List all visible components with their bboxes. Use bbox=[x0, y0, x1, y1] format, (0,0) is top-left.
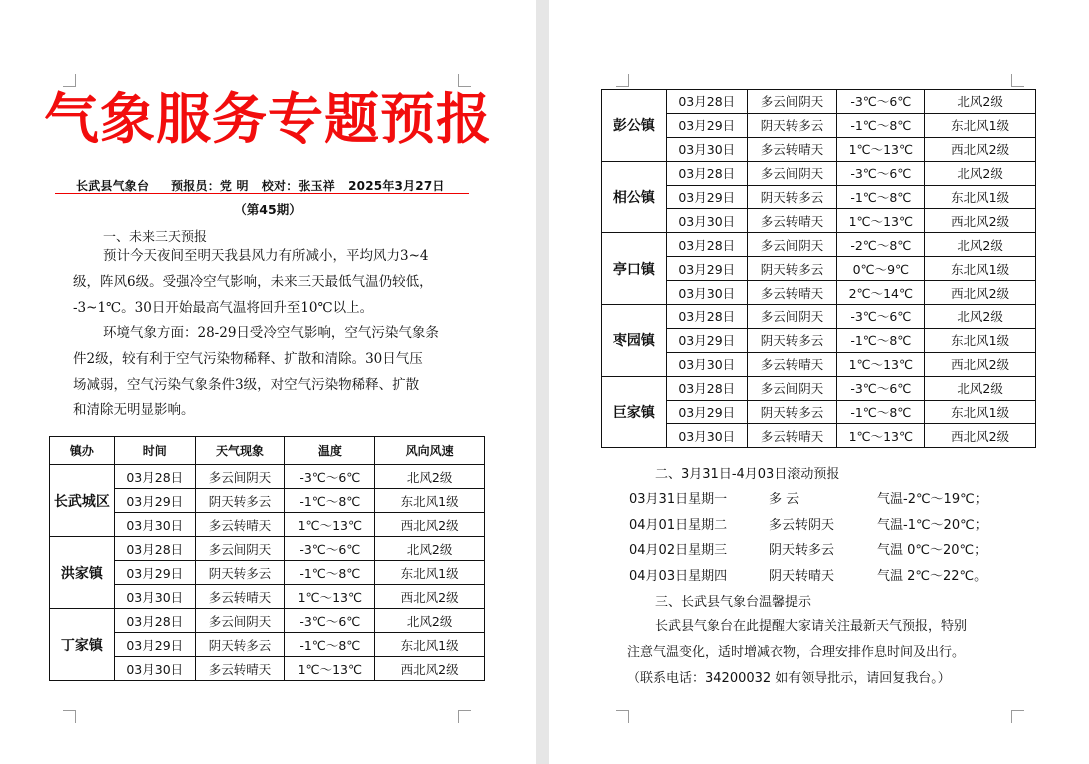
date-cell: 03月29日 bbox=[114, 489, 195, 513]
wind-cell: 北风2级 bbox=[925, 305, 1036, 329]
para1-line3: -3~1℃。30日开始最高气温将回升至10℃以上。 bbox=[73, 300, 374, 316]
table-row bbox=[50, 609, 485, 633]
wind-cell: 北风2级 bbox=[375, 609, 485, 633]
table-row bbox=[50, 513, 485, 537]
table-row bbox=[602, 209, 1036, 233]
temp-cell: -3℃～6℃ bbox=[837, 90, 925, 114]
tip-contact-line: （联系电话：34200032 如有领导批示，请回复我台。） bbox=[627, 671, 951, 686]
weather-cell: 多云转晴天 bbox=[747, 209, 837, 233]
town-name: 相公镇 bbox=[602, 161, 667, 233]
temp-cell: -3℃～6℃ bbox=[837, 305, 925, 329]
wind-cell: 东北风1级 bbox=[375, 489, 485, 513]
forecast-table-part2 bbox=[601, 89, 1036, 448]
forecast-temp: 气温 0℃～20℃； bbox=[877, 543, 988, 558]
weather-cell: 阴天转多云 bbox=[747, 185, 837, 209]
date-cell: 03月29日 bbox=[114, 561, 195, 585]
table-row bbox=[50, 585, 485, 609]
temp-cell: 1℃～13℃ bbox=[285, 585, 375, 609]
table-row bbox=[50, 537, 485, 561]
weather-cell: 多云转晴天 bbox=[747, 352, 837, 376]
temp-cell: -1℃～8℃ bbox=[837, 113, 925, 137]
date-cell: 03月28日 bbox=[114, 465, 195, 489]
weather-cell: 多云间阴天 bbox=[747, 376, 837, 400]
para2-line4: 和清除无明显影响。 bbox=[73, 402, 195, 418]
table-row bbox=[602, 281, 1036, 305]
wind-cell: 东北风1级 bbox=[375, 561, 485, 585]
date-cell: 03月30日 bbox=[666, 424, 747, 448]
town-name: 枣园镇 bbox=[602, 305, 667, 377]
wind-cell: 西北风2级 bbox=[375, 657, 485, 681]
temp-cell: -1℃～8℃ bbox=[285, 633, 375, 657]
temp-cell: -1℃～8℃ bbox=[837, 400, 925, 424]
weather-cell: 阴天转多云 bbox=[747, 257, 837, 281]
table-row bbox=[602, 161, 1036, 185]
para2-line1: 环境气象方面：28-29日受冷空气影响，空气污染气象条 bbox=[103, 325, 439, 341]
weather-cell: 多云间阴天 bbox=[195, 609, 285, 633]
wind-cell: 东北风1级 bbox=[925, 257, 1036, 281]
header-wind: 风向风速 bbox=[375, 437, 485, 465]
wind-cell: 西北风2级 bbox=[925, 281, 1036, 305]
date-cell: 03月30日 bbox=[666, 352, 747, 376]
town-name: 亭口镇 bbox=[602, 233, 667, 305]
forecast-table-part1 bbox=[49, 436, 485, 681]
weather-cell: 阴天转多云 bbox=[195, 561, 285, 585]
wind-cell: 北风2级 bbox=[375, 465, 485, 489]
date-cell: 03月29日 bbox=[114, 633, 195, 657]
table-row bbox=[602, 352, 1036, 376]
date-cell: 03月30日 bbox=[666, 137, 747, 161]
temp-cell: -1℃～8℃ bbox=[285, 561, 375, 585]
weather-cell: 多云转晴天 bbox=[195, 585, 285, 609]
date-cell: 03月30日 bbox=[666, 281, 747, 305]
temp-cell: 1℃～13℃ bbox=[285, 657, 375, 681]
temp-cell: 1℃～13℃ bbox=[837, 352, 925, 376]
weather-cell: 多云间阴天 bbox=[747, 161, 837, 185]
wind-cell: 北风2级 bbox=[925, 376, 1036, 400]
section3-heading: 三、长武县气象台温馨提示 bbox=[655, 595, 812, 610]
wind-cell: 北风2级 bbox=[375, 537, 485, 561]
weather-cell: 多云间阴天 bbox=[195, 465, 285, 489]
wind-cell: 东北风1级 bbox=[925, 185, 1036, 209]
town-name: 洪家镇 bbox=[50, 537, 115, 609]
para2-line2: 件2级，较有利于空气污染物稀释、扩散和清除。30日气压 bbox=[73, 351, 423, 367]
table-row bbox=[50, 561, 485, 585]
date-cell: 03月28日 bbox=[114, 537, 195, 561]
wind-cell: 东北风1级 bbox=[925, 328, 1036, 352]
temp-cell: -1℃～8℃ bbox=[837, 185, 925, 209]
temp-cell: -3℃～6℃ bbox=[837, 376, 925, 400]
temp-cell: -3℃～6℃ bbox=[285, 609, 375, 633]
town-name: 巨家镇 bbox=[602, 376, 667, 448]
date-cell: 03月28日 bbox=[666, 90, 747, 114]
weather-cell: 多云转晴天 bbox=[195, 513, 285, 537]
table-row bbox=[602, 257, 1036, 281]
wind-cell: 东北风1级 bbox=[925, 400, 1036, 424]
temp-cell: -3℃～6℃ bbox=[285, 465, 375, 489]
table-row bbox=[50, 465, 485, 489]
town-name: 长武城区 bbox=[50, 465, 115, 537]
table-row bbox=[50, 489, 485, 513]
wind-cell: 北风2级 bbox=[925, 161, 1036, 185]
temp-cell: 2℃～14℃ bbox=[837, 281, 925, 305]
table-row bbox=[602, 113, 1036, 137]
issue-number: （第45期） bbox=[234, 202, 302, 217]
para1-line1: 预计今天夜间至明天我县风力有所减小，平均风力3~4 bbox=[103, 248, 429, 264]
crop-mark bbox=[63, 710, 76, 723]
weather-cell: 阴天转多云 bbox=[195, 633, 285, 657]
weather-cell: 阴天转多云 bbox=[747, 328, 837, 352]
crop-mark bbox=[616, 710, 629, 723]
forecast-weather: 多云转阴天 bbox=[769, 518, 835, 533]
table-row bbox=[602, 90, 1036, 114]
crop-mark bbox=[1011, 74, 1024, 87]
temp-cell: 1℃～13℃ bbox=[837, 209, 925, 233]
date-cell: 03月29日 bbox=[666, 400, 747, 424]
section2-heading: 二、3月31日-4月03日滚动预报 bbox=[655, 467, 840, 482]
date-cell: 03月28日 bbox=[666, 161, 747, 185]
forecast-weather: 阴天转多云 bbox=[769, 543, 835, 558]
date-cell: 03月30日 bbox=[666, 209, 747, 233]
date-cell: 03月28日 bbox=[666, 376, 747, 400]
date-cell: 03月29日 bbox=[666, 257, 747, 281]
document-page-1 bbox=[0, 0, 536, 764]
weather-cell: 多云转晴天 bbox=[747, 137, 837, 161]
header-date: 时间 bbox=[114, 437, 195, 465]
weather-cell: 多云间阴天 bbox=[195, 537, 285, 561]
date-cell: 03月29日 bbox=[666, 328, 747, 352]
forecast-temp: 气温-2℃～19℃； bbox=[877, 492, 988, 507]
weather-cell: 多云转晴天 bbox=[747, 424, 837, 448]
weather-cell: 阴天转多云 bbox=[195, 489, 285, 513]
temp-cell: -1℃～8℃ bbox=[837, 328, 925, 352]
table-row bbox=[602, 185, 1036, 209]
forecast-temp: 气温-1℃～20℃； bbox=[877, 518, 988, 533]
weather-cell: 多云转晴天 bbox=[747, 281, 837, 305]
weather-cell: 阴天转多云 bbox=[747, 113, 837, 137]
table-row bbox=[602, 400, 1036, 424]
wind-cell: 西北风2级 bbox=[375, 513, 485, 537]
table-row bbox=[602, 233, 1036, 257]
table-row bbox=[602, 137, 1036, 161]
weather-cell: 多云间阴天 bbox=[747, 305, 837, 329]
crop-mark bbox=[458, 710, 471, 723]
date-cell: 03月29日 bbox=[666, 185, 747, 209]
para1-line2: 级，阵风6级。受强冷空气影响，未来三天最低气温仍较低， bbox=[73, 274, 433, 290]
wind-cell: 西北风2级 bbox=[925, 209, 1036, 233]
wind-cell: 北风2级 bbox=[925, 90, 1036, 114]
temp-cell: 0℃～9℃ bbox=[837, 257, 925, 281]
weather-cell: 多云间阴天 bbox=[747, 90, 837, 114]
forecast-day: 03月31日星期一 bbox=[629, 492, 728, 507]
forecast-day: 04月03日星期四 bbox=[629, 569, 728, 584]
town-name: 丁家镇 bbox=[50, 609, 115, 681]
forecast-weather: 多 云 bbox=[769, 492, 800, 507]
date-cell: 03月28日 bbox=[666, 233, 747, 257]
table-row bbox=[602, 376, 1036, 400]
forecast-day: 04月02日星期三 bbox=[629, 543, 728, 558]
wind-cell: 东北风1级 bbox=[925, 113, 1036, 137]
para2-line3: 场减弱，空气污染气象条件3级，对空气污染物稀释、扩散 bbox=[73, 377, 420, 393]
forecast-weather: 阴天转晴天 bbox=[769, 569, 835, 584]
temp-cell: 1℃～13℃ bbox=[837, 137, 925, 161]
tip-line1: 长武县气象台在此提醒大家请关注最新天气预报，特别 bbox=[655, 619, 968, 634]
table-row bbox=[602, 328, 1036, 352]
wind-cell: 西北风2级 bbox=[925, 137, 1036, 161]
date-cell: 03月29日 bbox=[666, 113, 747, 137]
header-temp: 温度 bbox=[285, 437, 375, 465]
forecast-temp: 气温 2℃～22℃。 bbox=[877, 569, 988, 584]
table-row bbox=[50, 633, 485, 657]
weather-cell: 阴天转多云 bbox=[747, 400, 837, 424]
byline: 长武县气象台 预报员：党 明 校对：张玉祥 2025年3月27日 bbox=[76, 179, 445, 193]
tip-line2: 注意气温变化，适时增减衣物，合理安排作息时间及出行。 bbox=[627, 645, 966, 660]
forecast-day: 04月01日星期二 bbox=[629, 518, 728, 533]
temp-cell: 1℃～13℃ bbox=[285, 513, 375, 537]
temp-cell: -3℃～6℃ bbox=[837, 161, 925, 185]
wind-cell: 东北风1级 bbox=[375, 633, 485, 657]
date-cell: 03月30日 bbox=[114, 585, 195, 609]
wind-cell: 西北风2级 bbox=[375, 585, 485, 609]
temp-cell: -2℃～8℃ bbox=[837, 233, 925, 257]
date-cell: 03月28日 bbox=[666, 305, 747, 329]
table-row bbox=[50, 657, 485, 681]
red-divider bbox=[55, 193, 469, 194]
table-row bbox=[602, 305, 1036, 329]
crop-mark bbox=[1011, 710, 1024, 723]
header-weather: 天气现象 bbox=[195, 437, 285, 465]
temp-cell: 1℃～13℃ bbox=[837, 424, 925, 448]
header-town: 镇办 bbox=[50, 437, 115, 465]
section1-heading: 一、未来三天预报 bbox=[103, 230, 208, 245]
weather-cell: 多云间阴天 bbox=[747, 233, 837, 257]
date-cell: 03月30日 bbox=[114, 657, 195, 681]
wind-cell: 西北风2级 bbox=[925, 424, 1036, 448]
crop-mark bbox=[616, 74, 629, 87]
weather-cell: 多云转晴天 bbox=[195, 657, 285, 681]
report-title: 气象服务专题预报 bbox=[43, 87, 492, 151]
town-name: 彭公镇 bbox=[602, 90, 667, 162]
date-cell: 03月28日 bbox=[114, 609, 195, 633]
temp-cell: -3℃～6℃ bbox=[285, 537, 375, 561]
wind-cell: 北风2级 bbox=[925, 233, 1036, 257]
date-cell: 03月30日 bbox=[114, 513, 195, 537]
table-row bbox=[602, 424, 1036, 448]
temp-cell: -1℃～8℃ bbox=[285, 489, 375, 513]
table-header-row bbox=[50, 437, 485, 465]
wind-cell: 西北风2级 bbox=[925, 352, 1036, 376]
